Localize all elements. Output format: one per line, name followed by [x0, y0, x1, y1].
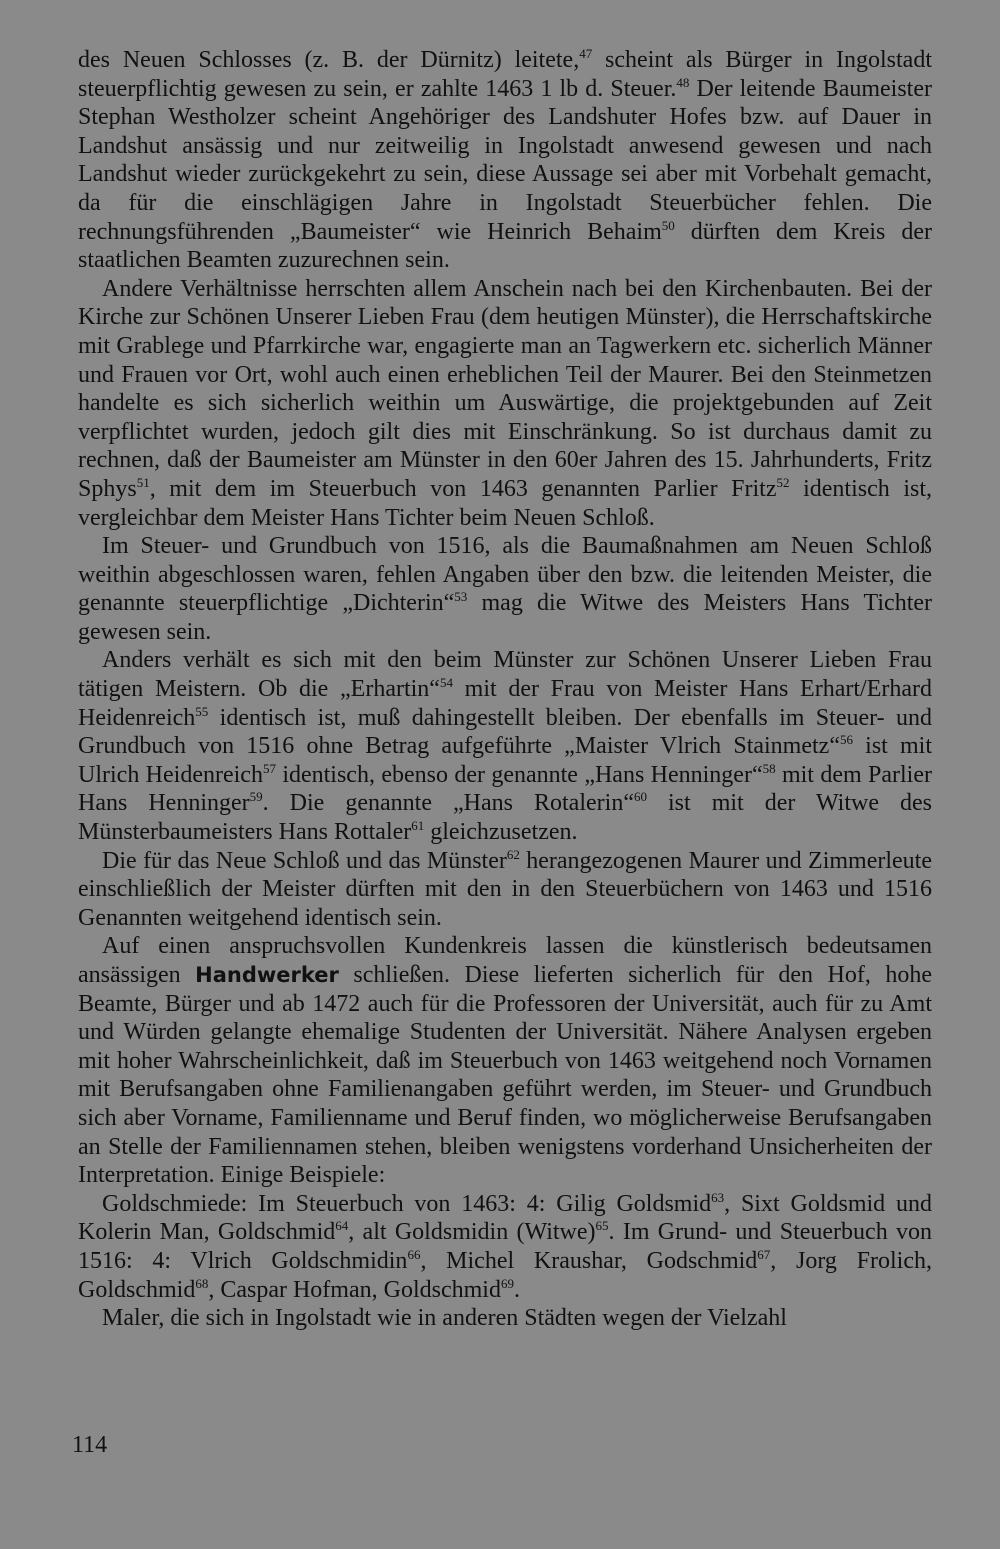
paragraph	[78, 1304, 932, 1333]
text-run: Der leitende Baumeister Stephan Westholzer scheint Angehöriger des Landshuter Hofes bzw. auf Dauer in Landshut ansässig und nur zeitweilig in Ingolstadt anwesend gewesen und nach Landshut wieder zurückgekehrt zu sein, diese Aussage sei aber mit Vorbehalt gemacht, da für die einschlägigen Jahre in Ingolstadt Steuerbücher fehlen. Die rechnungsführenden „Baumeister“ wie Heinrich Behaim	[78, 75, 932, 245]
text-run: mit dem Parlier Hans Henninger	[78, 761, 932, 817]
text-run: scheint als Bürger in Ingolstadt steuerpflichtig gewesen zu sein, er zahlte 1463 1 lb d. Steuer.	[78, 47, 932, 102]
paragraph	[78, 932, 932, 1189]
footnote-ref: 64	[335, 1218, 349, 1234]
paragraph	[78, 275, 932, 532]
text-run: , Sixt Goldsmid und Kolerin Man, Goldschmid	[78, 1190, 932, 1246]
page-body	[78, 46, 932, 1333]
text-run: . Im Grund- und Steuerbuch von 1516: 4: Vlrich Goldschmidin	[78, 1219, 932, 1274]
footnote-ref: 50	[661, 217, 675, 233]
footnote-ref: 48	[676, 74, 690, 90]
paragraph	[78, 1190, 932, 1304]
footnote-ref: 47	[579, 46, 593, 61]
footnote-ref: 62	[506, 846, 520, 862]
footnote-ref: 66	[407, 1246, 421, 1262]
paragraph	[78, 847, 932, 933]
footnote-ref: 67	[757, 1246, 771, 1262]
text-run: des Neuen Schlosses (z. B. der Dürnitz) leitete,	[78, 47, 580, 73]
paragraph	[78, 646, 932, 846]
text-run: Auf einen anspruchsvollen Kundenkreis lassen die künstlerisch bedeutsamen ansässigen	[78, 933, 932, 988]
text-run: Andere Verhältnisse herrschten allem Anschein nach bei den Kirchenbauten. Bei der Kirche zur Schönen Unserer Lieben Frau (dem heutigen Münster), die Herrschaftskirche mit Grablege und Pfarrkirche war, engagierte man an Tagwerkern etc. sicherlich Männer und Frauen vor Ort, wohl auch einen erheblichen Teil der Maurer. Bei den Steinmetzen handelte es sich sicherlich weithin um Auswärtige, die projektgebunden auf Zeit verpflichtet wurden, jedoch gilt dies mit Einschränkung. So ist durchaus damit zu rechnen, daß der Baumeister am Münster in den 60er Jahren des 15. Jahrhunderts, Fritz Sphys	[78, 275, 932, 502]
footnote-ref: 52	[776, 474, 790, 490]
text-run: Im Steuer- und Grundbuch von 1516, als die Baumaßnahmen am Neuen Schloß weithin abgeschlossen waren, fehlen Angaben über den bzw. die leitenden Meister, die genannte steuerpflichtige „Dichterin“	[78, 533, 932, 617]
paragraph	[78, 46, 932, 275]
paragraph	[78, 532, 932, 646]
text-run: ist mit der Witwe des Münsterbaumeisters Hans Rottaler	[78, 790, 933, 846]
text-run: Maler, die sich in Ingolstadt wie in anderen Städten wegen der Vielzahl	[102, 1305, 787, 1332]
footnote-ref: 68	[195, 1275, 209, 1291]
footnote-ref: 60	[633, 789, 647, 805]
text-run: mag die Witwe des Meisters Hans Tichter gewesen sein.	[78, 590, 933, 645]
text-run: Anders verhält es sich mit den beim Münster zur Schönen Unserer Lieben Frau tätigen Meistern. Ob die „Erhartin“	[78, 647, 932, 703]
footnote-ref: 65	[595, 1218, 609, 1234]
footnote-ref: 58	[762, 760, 776, 776]
text-run: , Caspar Hofman, Goldschmid	[208, 1276, 501, 1303]
text-run: identisch ist, vergleichbar dem Meister Hans Tichter beim Neuen Schloß.	[78, 475, 932, 531]
footnote-ref: 69	[500, 1275, 514, 1291]
text-run: dürften dem Kreis der staatlichen Beamten zuzurechnen sein.	[78, 218, 932, 274]
footnote-ref: 56	[839, 732, 853, 748]
text-run: Die für das Neue Schloß und das Münster	[102, 847, 507, 874]
footnote-ref: 55	[195, 703, 209, 719]
text-run: ist mit Ulrich Heidenreich	[78, 733, 932, 788]
text-run: identisch ist, muß dahingestellt bleiben. Der ebenfalls im Steuer- und Grundbuch von 1516 ohne Betrag aufgeführte „Maister Vlrich Stainmetz“	[78, 704, 932, 760]
text-run: gleichzusetzen.	[424, 819, 578, 846]
text-run: , mit dem im Steuerbuch von 1463 genannten Parlier Fritz	[149, 475, 777, 502]
footnote-ref: 59	[249, 789, 263, 805]
footnote-ref: 51	[136, 474, 150, 490]
text-run: . Die genannte „Hans Rotalerin“	[262, 790, 634, 817]
footnote-ref: 61	[411, 818, 425, 834]
footnote-ref: 57	[262, 760, 276, 776]
text-run: , alt Goldsmidin (Witwe)	[348, 1219, 596, 1246]
bold-term: Handwerker	[195, 963, 339, 987]
text-run: herangezogenen Maurer und Zimmerleute einschließlich der Meister dürften mit den in den Steuerbüchern von 1463 und 1516 Genannten weitgehend identisch sein.	[78, 847, 932, 931]
page-number: 114	[72, 1432, 108, 1458]
text-run: , Michel Kraushar, Godschmid	[420, 1247, 758, 1274]
footnote-ref: 54	[439, 675, 453, 691]
footnote-ref: 63	[711, 1189, 725, 1205]
text-run: Goldschmiede: Im Steuerbuch von 1463: 4: Gilig Goldsmid	[102, 1190, 712, 1217]
text-run: , Jorg Frolich, Goldschmid	[78, 1247, 932, 1303]
text-run: mit der Frau von Meister Hans Erhart/Erhard Heidenreich	[78, 676, 932, 731]
footnote-ref: 53	[454, 589, 468, 605]
text-run: schließen. Diese lieferten sicherlich für den Hof, hohe Beamte, Bürger und ab 1472 auch für die Professoren der Universität, auch für zu Amt und Würden gelangte ehemalige Studenten der Universität. Nähere Analysen ergeben mit hoher Wahrscheinlichkeit, daß im Steuerbuch von 1463 weitgehend noch Vornamen mit Berufsangaben ohne Familienangaben geführt werden, im Steuer- und Grundbuch sich aber Vorname, Familienname und Beruf finden, wo möglicherweise Berufsangaben an Stelle der Familiennamen stehen, bleiben wenigstens vorderhand Unsicherheiten der Interpretation. Einige Beispiele:	[78, 962, 932, 1189]
text-run: .	[513, 1276, 520, 1303]
text-run: identisch, ebenso der genannte „Hans Henninger“	[275, 761, 763, 788]
